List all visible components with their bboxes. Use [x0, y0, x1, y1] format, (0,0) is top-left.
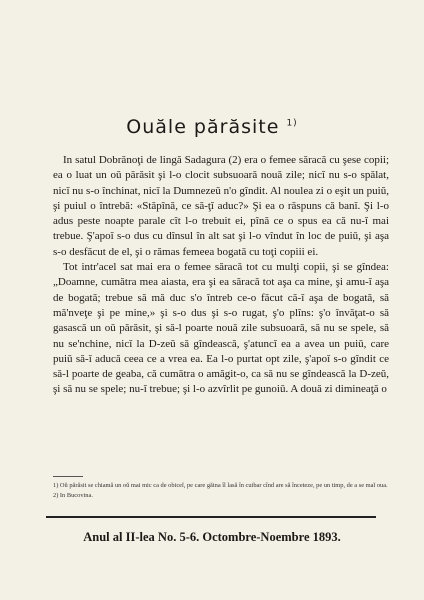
- footer-rule: [46, 516, 376, 518]
- footnote-1: 1) Oŭ părăsit se chiamă un oŭ mai mic ca de obiceĭ, pe care găina îl lasă în cuibar cînd are să înceteze, pe un timp, de a se maĭ oua.: [53, 482, 388, 489]
- paragraph-2: Tot intr'acel sat mai era o femee săracă tot cu mulţi copii, şi se gîndea: „Doamne, cumătra mea aiasta, era şi ea săracă tot aşa ca mine, şi amu-ĭ aşa de bogată; trebue să mă duc s'o întreb ce-o făcut că-ĭ aşa de bogată, să mă'nveţe şi pe mine,» şi s-o dus şi s-o rugat, ş'o plîns: ş'o învăţat-o să gasască un oŭ părăsit, şi să-l poarte nouă zile subsuoară, să nu se spele, să nu se'nchine, nicĭ la D-zeŭ să gîndească, ş'atuncĭ ea a avea un puiŭ, care puiŭ să-ĭ aducă ceea ce a vrea ea. Ea l-o purtat opt zile, ş'apoĭ s-o gîndit ce să-l poarte de geaba, că cumătra o amăgit-o, ca să nu se gîndească la D-zeŭ, şi să nu se spele; nu-ĭ trebue; şi l-o azvîrlit pe gunoiŭ. A două zi dimineaţă o: [53, 261, 389, 396]
- paragraph-1: In satul Dobrănoţi de lingă Sadagura (2) era o femee săracă cu şese copii; ea o luat un oŭ părăsit şi l-o clocit subsuoară nouă zile; nicĭ nu s-o spălat, nicĭ nu s-o închinat, nicĭ la Dumnezeŭ n'o gîndit. Al noulea zi o eşit un puiŭ, şi puiul o întrebă: «Stăpînă, ce să-ţĭ aduc?» Şi ea o răspuns că banĭ. Şi l-o adus peste noapte parale cît l-o trebuit ei, pînă ce o spus ea că nu-ĭ mai trebue. Ş'apoĭ s-o dus cu dînsul în alt sat şi l-o vîndut în loc de puiŭ, şi aşa s-o desfăcut de el, şi o rămas femeea bogată cu toţi copiii ei.: [53, 154, 389, 258]
- footnote-2: 2) In Bucovina.: [53, 491, 93, 499]
- title-footnote-marker: 1): [286, 118, 298, 129]
- title-text: Ouăle părăsite: [126, 116, 280, 138]
- issue-footer: Anul al II-lea No. 5-6. Octombre-Noembre 1893.: [83, 530, 341, 544]
- article-body: [53, 153, 389, 398]
- footnote-divider: [53, 476, 83, 477]
- footnotes: [53, 481, 389, 500]
- article-title: [0, 116, 424, 138]
